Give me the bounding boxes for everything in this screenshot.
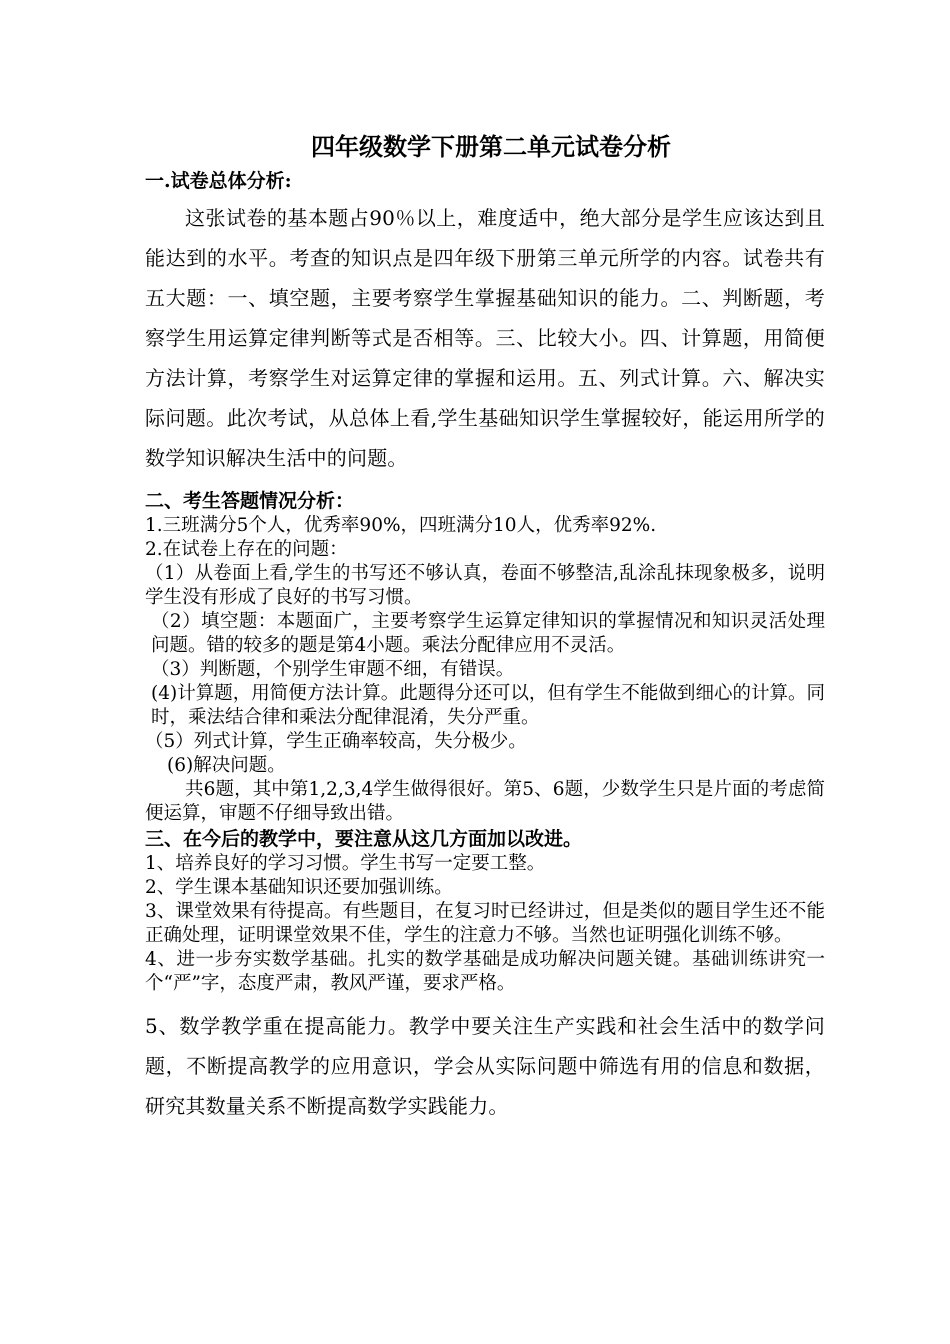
section-2-item: （1）从卷面上看,学生的书写还不够认真，卷面不够整洁,乱涂乱抹现象极多，说明学生没有形成了良好的书写习惯。 bbox=[145, 563, 825, 608]
section-2-item: 2.在试卷上存在的问题： bbox=[145, 539, 348, 560]
section-2-item: 1.三班满分5个人，优秀率90%，四班满分10人，优秀率92%. bbox=[145, 515, 657, 536]
section-3-item: 3、课堂效果有待提高。有些题目，在复习时已经讲过，但是类似的题目学生还不能正确处理，证明课堂效果不佳，学生的注意力不够。当然也证明强化训练不够。 bbox=[145, 901, 825, 946]
section-3-item: 4、进一步夯实数学基础。扎实的数学基础是成功解决问题关键。基础训练讲究一个“严”字，态度严肃，教风严谨，要求严格。 bbox=[145, 949, 825, 994]
section-2-item: (6)解决问题。 bbox=[167, 755, 286, 776]
document-page bbox=[145, 126, 825, 1126]
document-title: 四年级数学下册第二单元试卷分析 bbox=[311, 132, 671, 161]
section-2-item: （3）判断题，个别学生审题不细，有错误。 bbox=[151, 659, 515, 680]
spacer bbox=[145, 996, 825, 1006]
section-3-item: 2、学生课本基础知识还要加强训练。 bbox=[145, 877, 453, 898]
section-3-item: 1、培养良好的学习习惯。学生书写一定要工整。 bbox=[145, 853, 546, 874]
section-1-body: 这张试卷的基本题占90％以上，难度适中，绝大部分是学生应该达到且能达到的水平。考查的知识点是四年级下册第三单元所学的内容。试卷共有五大题：一、填空题，主要考察学生掌握基础知识的能力。二、判断题，考察学生用运算定律判断等式是否相等。三、比较大小。四、计算题，用简便方法计算，考察学生对运算定律的掌握和运用。五、列式计算。六、解决实际问题。此次考试，从总体上看,学生基础知识学生掌握较好，能运用所学的数学知识解决生活中的问题。 bbox=[145, 206, 825, 470]
section-2-item: (4)计算题，用简便方法计算。此题得分还可以，但有学生不能做到细心的计算。同时，乘法结合律和乘法分配律混淆，失分严重。 bbox=[151, 683, 825, 728]
section-2-item: （2）填空题：本题面广，主要考察学生运算定律知识的掌握情况和知识灵活处理问题。错的较多的题是第4小题。乘法分配律应用不灵活。 bbox=[151, 611, 825, 656]
section-1-heading: 一.试卷总体分析: bbox=[145, 170, 292, 192]
section-2-item: （5）列式计算，学生正确率较高，失分极少。 bbox=[145, 731, 527, 752]
section-2-heading: 二、考生答题情况分析： bbox=[145, 490, 355, 512]
section-2-item: 共6题，其中第1,2,3,4学生做得很好。第5、6题，少数学生只是片面的考虑简便运算，审题不仔细导致出错。 bbox=[145, 779, 825, 824]
section-3-last-item: 5、数学教学重在提高能力。教学中要关注生产实践和社会生活中的数学问题，不断提高教学的应用意识，学会从实际问题中筛选有用的信息和数据，研究其数量关系不断提高数学实践能力。 bbox=[145, 1014, 825, 1118]
section-3-heading: 三、在今后的教学中，要注意从这几方面加以改进。 bbox=[145, 828, 583, 850]
